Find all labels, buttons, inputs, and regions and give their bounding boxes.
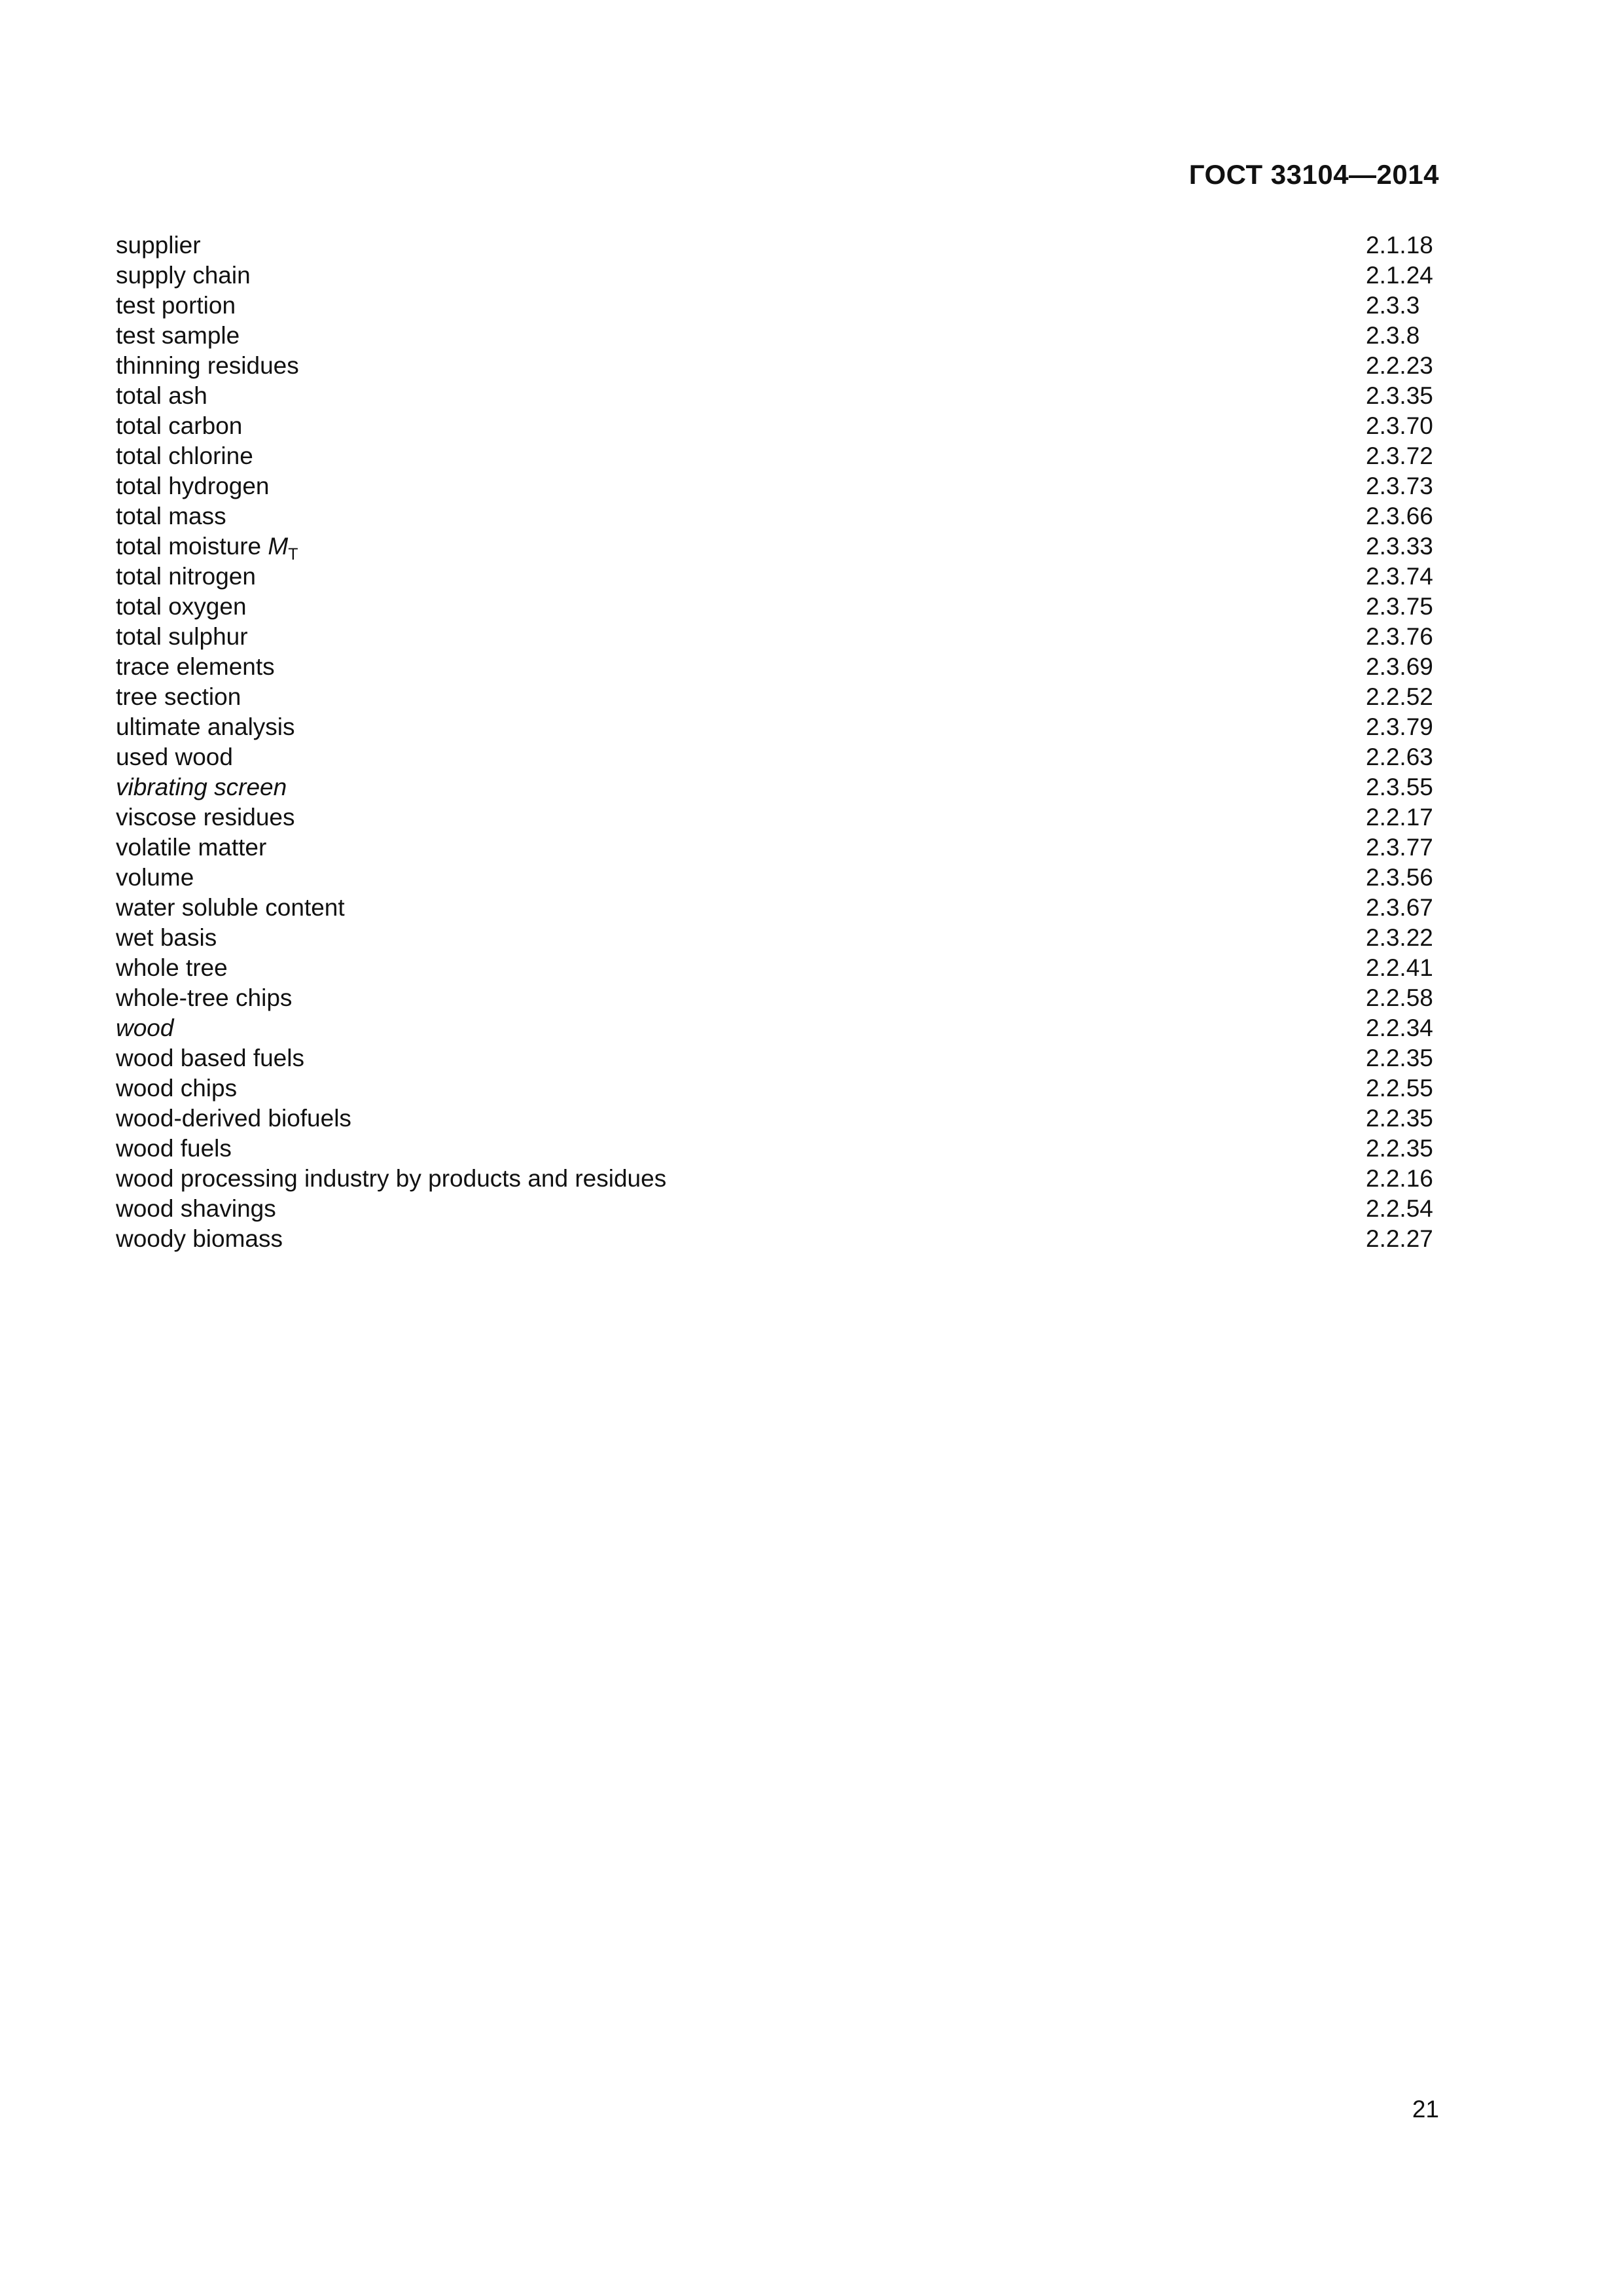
index-term-text: total moisture — [116, 533, 268, 560]
index-entry — [116, 1013, 1439, 1043]
index-reference-number: 2.1.24 — [1366, 262, 1433, 289]
index-term-text: total carbon — [116, 412, 243, 439]
index-entry — [116, 652, 1439, 682]
index-term — [116, 802, 295, 833]
index-term — [116, 863, 194, 893]
index-reference-number: 2.2.35 — [1366, 1105, 1433, 1132]
index-reference-number: 2.3.56 — [1366, 864, 1433, 891]
page-number: 21 — [1412, 2096, 1439, 2123]
index-term-text: wood based fuels — [116, 1045, 304, 1071]
index-reference-number: 2.2.34 — [1366, 1014, 1433, 1041]
index-term-text: volatile matter — [116, 834, 267, 861]
index-entry — [116, 260, 1439, 291]
index-term — [116, 1134, 232, 1164]
index-term-text: total hydrogen — [116, 473, 270, 499]
alphabetical-term-index — [116, 230, 1439, 1254]
index-entry — [116, 923, 1439, 953]
index-reference-number: 2.2.55 — [1366, 1075, 1433, 1102]
index-entry — [116, 682, 1439, 712]
index-entry — [116, 983, 1439, 1013]
index-entry — [116, 381, 1439, 411]
index-term — [116, 953, 228, 983]
index-term — [116, 1013, 173, 1043]
index-term-subscript: T — [288, 545, 298, 564]
index-term-text: total ash — [116, 382, 207, 409]
index-entry — [116, 833, 1439, 863]
index-entry — [116, 441, 1439, 471]
index-term — [116, 893, 345, 923]
index-entry — [116, 592, 1439, 622]
index-term — [116, 592, 247, 622]
index-reference-number: 2.2.41 — [1366, 954, 1433, 981]
index-term — [116, 230, 201, 260]
index-entry — [116, 531, 1439, 562]
index-reference-number: 2.2.17 — [1366, 804, 1433, 831]
index-reference-number: 2.3.69 — [1366, 653, 1433, 680]
index-reference-number: 2.3.3 — [1366, 292, 1420, 319]
index-term — [116, 562, 256, 592]
index-term-text: vibrating screen — [116, 774, 287, 800]
index-term-text: water soluble content — [116, 894, 345, 921]
index-term-text: supplier — [116, 232, 201, 259]
index-reference-number: 2.2.54 — [1366, 1195, 1433, 1222]
index-term-text: supply chain — [116, 262, 251, 289]
index-term-text: volume — [116, 864, 194, 891]
index-term-text: wood-derived biofuels — [116, 1105, 351, 1132]
index-reference-number: 2.2.27 — [1366, 1225, 1433, 1252]
index-reference-number: 2.2.63 — [1366, 744, 1433, 770]
index-term — [116, 1043, 304, 1073]
index-term-text: thinning residues — [116, 352, 299, 379]
index-entry — [116, 501, 1439, 531]
index-entry — [116, 230, 1439, 260]
index-term — [116, 1073, 237, 1103]
index-entry — [116, 1224, 1439, 1254]
index-entry — [116, 1164, 1439, 1194]
index-reference-number: 2.3.35 — [1366, 382, 1433, 409]
index-entry — [116, 351, 1439, 381]
index-reference-number: 2.2.35 — [1366, 1045, 1433, 1071]
index-reference-number: 2.3.8 — [1366, 322, 1420, 349]
index-term — [116, 351, 299, 381]
index-reference-number: 2.3.76 — [1366, 623, 1433, 650]
index-entry — [116, 1103, 1439, 1134]
index-term — [116, 1164, 666, 1194]
index-reference-number: 2.3.22 — [1366, 924, 1433, 951]
index-term-text: wood chips — [116, 1075, 238, 1102]
index-term-text: total sulphur — [116, 623, 248, 650]
index-reference-number: 2.2.58 — [1366, 984, 1433, 1011]
index-entry — [116, 622, 1439, 652]
index-term — [116, 682, 241, 712]
index-reference-number: 2.3.67 — [1366, 894, 1433, 921]
index-term — [116, 321, 240, 351]
index-entry — [116, 772, 1439, 802]
index-term — [116, 531, 298, 562]
index-term — [116, 772, 287, 802]
index-term-text: test portion — [116, 292, 236, 319]
index-term — [116, 923, 217, 953]
index-term-text: wood shavings — [116, 1195, 276, 1222]
index-reference-number: 2.3.74 — [1366, 563, 1433, 590]
index-reference-number: 2.2.16 — [1366, 1165, 1433, 1192]
index-entry — [116, 291, 1439, 321]
index-term — [116, 381, 207, 411]
index-term — [116, 833, 266, 863]
index-entry — [116, 1073, 1439, 1103]
index-reference-number: 2.3.70 — [1366, 412, 1433, 439]
index-term-text: wood fuels — [116, 1135, 232, 1162]
index-term — [116, 501, 226, 531]
index-entry — [116, 321, 1439, 351]
index-term-text: wood processing industry by products and residues — [116, 1165, 667, 1192]
index-term — [116, 471, 270, 501]
index-term-text: test sample — [116, 322, 240, 349]
index-term — [116, 441, 253, 471]
standard-code-header: ГОСТ 33104—2014 — [1188, 159, 1439, 190]
index-reference-number: 2.3.55 — [1366, 774, 1433, 800]
index-reference-number: 2.3.33 — [1366, 533, 1433, 560]
index-term-text: whole-tree chips — [116, 984, 293, 1011]
index-term-text: total mass — [116, 503, 226, 529]
index-term-text: wet basis — [116, 924, 217, 951]
index-entry — [116, 863, 1439, 893]
index-entry — [116, 562, 1439, 592]
index-entry — [116, 1194, 1439, 1224]
index-term — [116, 260, 251, 291]
index-term-text: total chlorine — [116, 442, 253, 469]
index-reference-number: 2.3.66 — [1366, 503, 1433, 529]
index-reference-number: 2.2.35 — [1366, 1135, 1433, 1162]
index-entry — [116, 1134, 1439, 1164]
index-entry — [116, 411, 1439, 441]
index-term-text: viscose residues — [116, 804, 295, 831]
index-reference-number: 2.1.18 — [1366, 232, 1433, 259]
index-term-text: wood — [116, 1014, 174, 1041]
index-entry — [116, 742, 1439, 772]
index-term-text: woody biomass — [116, 1225, 283, 1252]
index-term-text: used wood — [116, 744, 233, 770]
index-entry — [116, 1043, 1439, 1073]
index-reference-number: 2.3.77 — [1366, 834, 1433, 861]
index-term — [116, 1224, 283, 1254]
index-reference-number: 2.2.23 — [1366, 352, 1433, 379]
index-reference-number: 2.3.73 — [1366, 473, 1433, 499]
index-reference-number: 2.3.75 — [1366, 593, 1433, 620]
index-term — [116, 652, 275, 682]
index-term-symbol: M — [268, 533, 289, 560]
index-term — [116, 742, 233, 772]
index-term-text: whole tree — [116, 954, 228, 981]
index-reference-number: 2.2.52 — [1366, 683, 1433, 710]
index-term-text: tree section — [116, 683, 241, 710]
index-term-text: ultimate analysis — [116, 713, 295, 740]
index-reference-number: 2.3.79 — [1366, 713, 1433, 740]
index-term — [116, 1103, 351, 1134]
index-reference-number: 2.3.72 — [1366, 442, 1433, 469]
index-term — [116, 983, 292, 1013]
index-term — [116, 622, 248, 652]
index-entry — [116, 893, 1439, 923]
index-entry — [116, 802, 1439, 833]
index-entry — [116, 953, 1439, 983]
index-term — [116, 291, 236, 321]
index-term-text: total nitrogen — [116, 563, 256, 590]
index-term — [116, 411, 242, 441]
index-entry — [116, 471, 1439, 501]
index-term-text: trace elements — [116, 653, 275, 680]
index-term — [116, 1194, 276, 1224]
index-entry — [116, 712, 1439, 742]
index-term — [116, 712, 295, 742]
index-term-text: total oxygen — [116, 593, 247, 620]
